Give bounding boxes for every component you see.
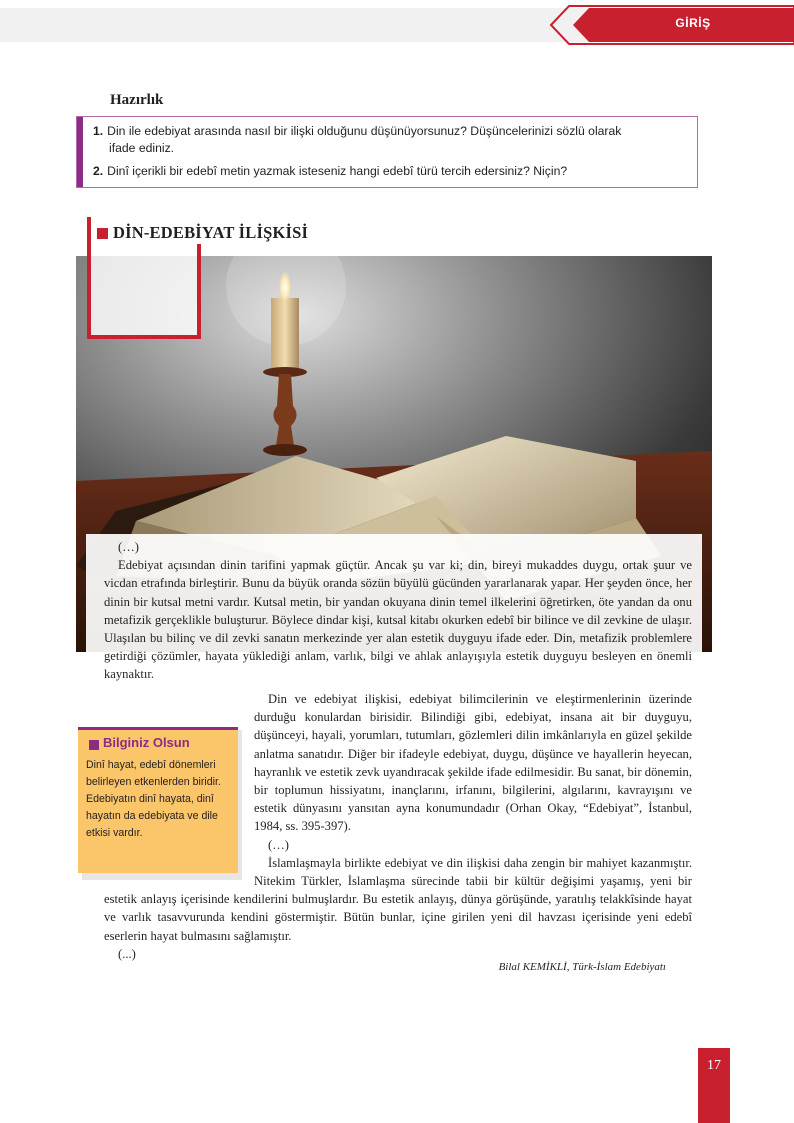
decorative-frame-left bbox=[87, 217, 91, 339]
paragraph-1: Edebiyat açısından dinin tarifini yapmak güçtür. Ancak şu var ki; din, bireyi mukaddes duygu, ortak şuur ve vicdan etrafında birleştirir. Bunu da büyük oranda sözün büyülü gücünden yararlanarak yapar. Her şeyden önce, her dinin bir kutsal metni vardır. Kutsal metin, bir yandan okuyana dinin temel ilkelerini öğretirken, öte yandan da onu metafizik gerçeklikle buluşturur. Böylece dindar kişi, kutsal kitabı okurken edebî bir bilince ve dil zevkine de ulaşır. Ulaşılan bu bilinç ve dil zevki sanatın merkezinde yer alan estetik duyguyu ifade eder. Din, metafizik problemlere getirdiği çözümler, hayata yüklediği anlam, varlık, bilgi ve ahlak anlayışıyla estetik duyguyu besleyen en önemli kaynaktır. bbox=[104, 558, 692, 682]
hazirlik-box bbox=[76, 116, 698, 188]
hazirlik-title: Hazırlık bbox=[110, 92, 164, 108]
section-marker-icon bbox=[97, 228, 108, 239]
info-box-marker-icon bbox=[89, 740, 99, 750]
info-box-title: Bilginiz Olsun bbox=[103, 735, 190, 750]
page-number: 17 bbox=[707, 1058, 721, 1073]
decorative-frame-fill bbox=[91, 244, 197, 335]
info-box-text: Dinî hayat, edebî dönemleri belirleyen etkenlerden biridir. Edebiyatın dinî hayata, dinî hayatın da edebiyata ve dile etkisi vardır. bbox=[86, 759, 221, 839]
opening-ellipsis: (…) bbox=[118, 540, 139, 554]
question-2 bbox=[93, 163, 683, 180]
section-title: DİN-EDEBİYAT İLİŞKİSİ bbox=[113, 223, 309, 242]
decorative-frame-right bbox=[197, 244, 201, 339]
closing-ellipsis: (...) bbox=[118, 946, 136, 961]
source-citation: Bilal KEMİKLİ, Türk-İslam Edebiyatı bbox=[498, 961, 666, 973]
question-1-text: Din ile edebiyat arasında nasıl bir ilişki olduğunu düşünüyorsunuz? Düşüncelerinizi sözlü olarak bbox=[107, 124, 622, 138]
article-part-2 bbox=[104, 690, 692, 963]
hazirlik-accent-bar bbox=[77, 117, 83, 187]
decorative-frame-bottom bbox=[87, 335, 201, 339]
paragraph-3: İslamlaşmayla birlikte edebiyat ve din ilişkisi daha zengin bir mahiyet kazanmıştır. Nitekim Türkler, İslamlaşma sürecinde tabii bir kültür değişimi yaşamış, yeni bir estetik anlayış içerisinde kendilerini bulmuşlardır. Bu estetik anlayış, dünya görüşünde, yaratılış telakkîsinde hayat ve varlık tasavvurunda kendini göstermiştir. Bütün bunlar, içine girilen yeni dil havzası içerisinde yeni edebî eserlerin hayat bulmasını sağlamıştır. bbox=[104, 855, 692, 943]
question-1-number: 1. bbox=[93, 124, 104, 138]
section-tab-label: GİRİŞ bbox=[675, 16, 711, 30]
question-2-number: 2. bbox=[93, 164, 104, 178]
question-1-text-cont: ifade ediniz. bbox=[109, 141, 175, 155]
question-2-text: Dinî içerikli bir edebî metin yazmak isteseniz hangi edebî türü tercih edersiniz? Niçin? bbox=[107, 164, 568, 178]
mid-ellipsis: (…) bbox=[268, 837, 289, 852]
paragraph-2: Din ve edebiyat ilişkisi, edebiyat bilimcilerinin ve eleştirmenlerinin üzerinde durduğu konulardan birisidir. Bilindiği gibi, edebiyat, insana ait bir duyguyu, düşünceyi, hayali, yorumları, tutumları, gözlemleri dilin imkânlarıyla en güzel şekilde anlatma sanatıdır. Diğer bir ifadeyle edebiyat, duygu, düşünce ve hayallerin heyecan, hayranlık ve estetik zevk uyandıracak şekilde ifade edilmesidir. Bu sanat, bir dönemin, bir toplumun hissiyatını, inançlarını, irfanını, bilgilerini, algılarını, kavrayışını ve estetik dünyasını yansıtan ayna konumundadır (Orhan Okay, “Edebiyat”, İstanbul, 1984, ss. 395-397). bbox=[254, 692, 692, 834]
text-wrap-spacer bbox=[104, 690, 254, 878]
question-1 bbox=[93, 123, 683, 157]
article-part-1 bbox=[104, 538, 692, 684]
